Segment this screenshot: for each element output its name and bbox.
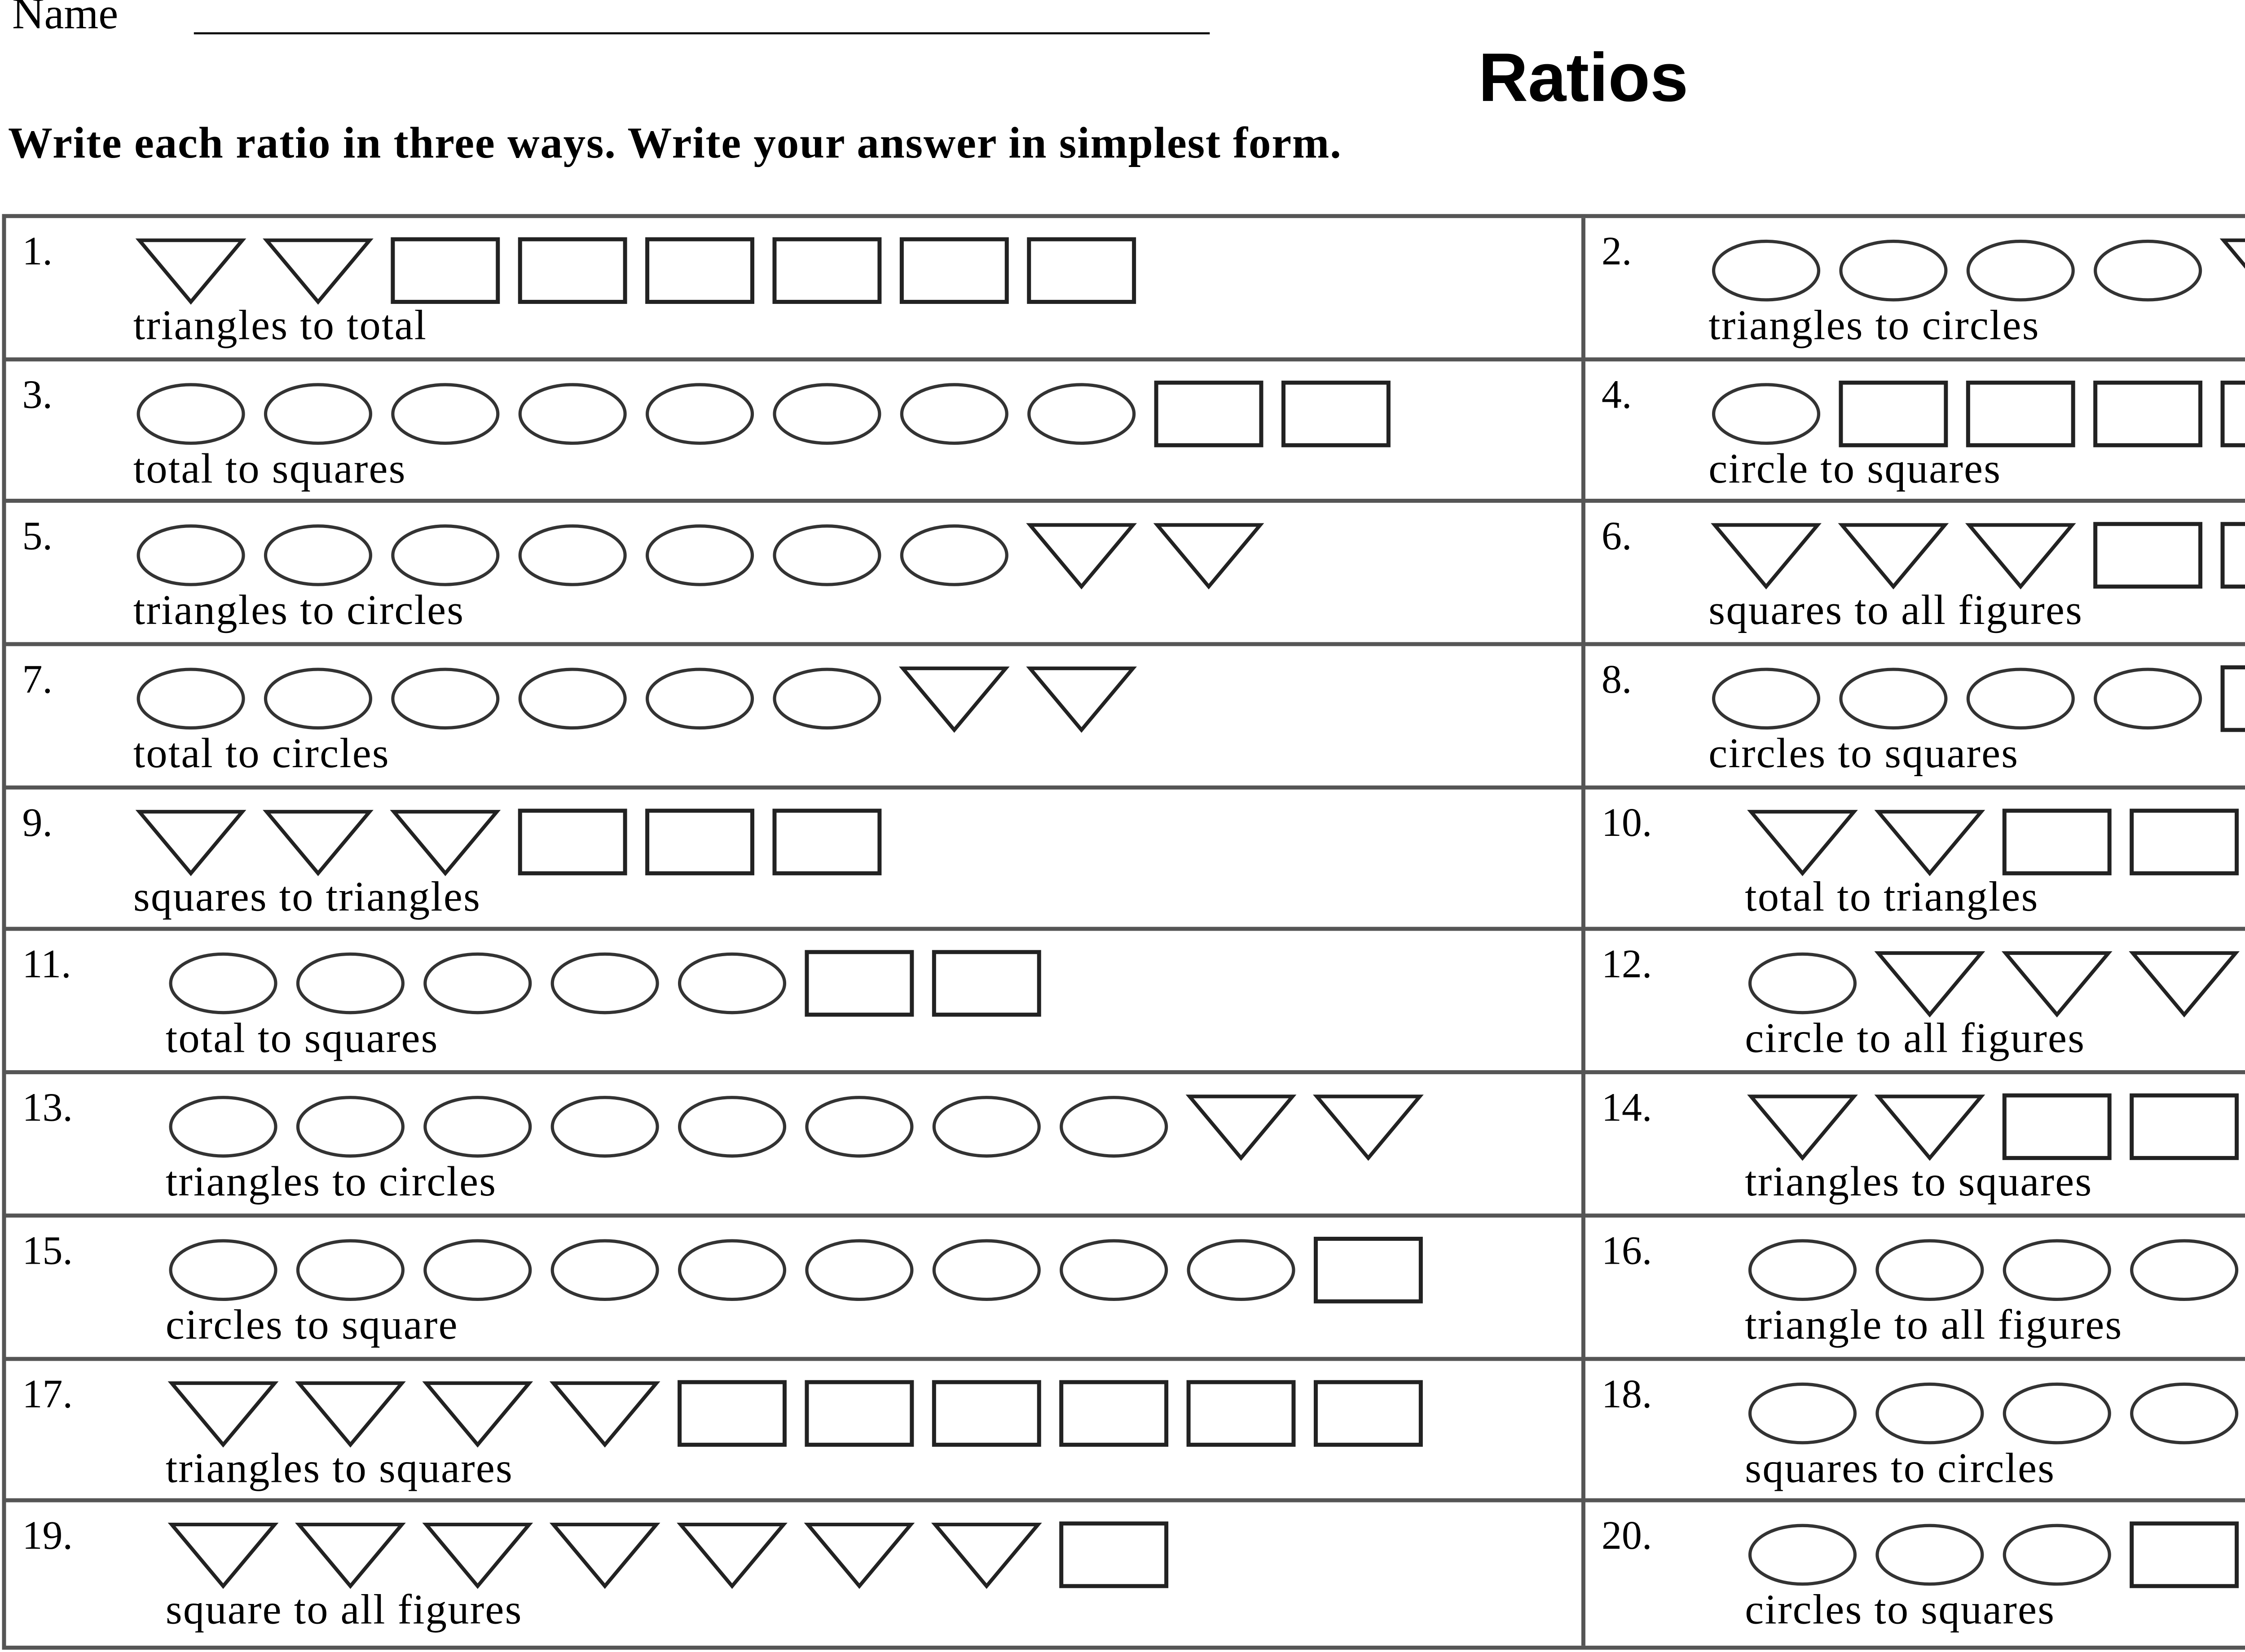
shape-row <box>1747 1378 2245 1447</box>
triangle-shape <box>422 1378 533 1447</box>
square-shape <box>2002 1093 2113 1161</box>
problem-cell <box>6 1360 1585 1503</box>
problem-number: 15. <box>22 1229 73 1274</box>
circle-shape <box>135 664 246 733</box>
circle-shape <box>263 522 374 590</box>
ratio-prompt: total to squares <box>165 1015 439 1063</box>
circle-shape <box>1747 1235 1858 1304</box>
circle-shape <box>295 1235 406 1304</box>
triangle-shape <box>804 1521 915 1590</box>
circle-shape <box>1185 1235 1296 1304</box>
shape-row <box>135 807 882 876</box>
circle-shape <box>771 522 882 590</box>
triangle-shape <box>677 1521 788 1590</box>
circle-shape <box>1058 1093 1169 1161</box>
ratio-prompt: triangles to circles <box>1708 301 2040 350</box>
problem-cell <box>6 218 1585 361</box>
circle-shape <box>644 664 755 733</box>
circle-shape <box>135 379 246 448</box>
name-line[interactable] <box>194 32 1210 34</box>
circle-shape <box>390 379 501 448</box>
shape-row <box>135 522 1264 590</box>
ratio-prompt: triangles to circles <box>133 586 465 635</box>
circle-shape <box>931 1093 1042 1161</box>
square-shape <box>931 1378 1042 1447</box>
circle-shape <box>2129 1378 2240 1447</box>
circle-shape <box>1874 1521 1985 1590</box>
circle-shape <box>931 1235 1042 1304</box>
circle-shape <box>2129 1235 2240 1304</box>
ratio-prompt: circles to squares <box>1745 1586 2056 1634</box>
circle-shape <box>135 522 246 590</box>
square-shape <box>1838 379 1949 448</box>
shape-row <box>1747 1235 2245 1304</box>
problem-cell <box>1585 361 2245 504</box>
circle-shape <box>677 950 788 1019</box>
triangle-shape <box>2002 950 2113 1019</box>
ratio-prompt: squares to triangles <box>133 872 481 921</box>
problem-cell <box>1585 504 2245 646</box>
shape-row <box>167 1378 1424 1447</box>
problem-number: 11. <box>22 944 71 989</box>
square-shape <box>804 1378 915 1447</box>
ratio-prompt: squares to circles <box>1745 1443 2056 1492</box>
circle-shape <box>263 379 374 448</box>
circle-shape <box>1965 664 2076 733</box>
square-shape <box>1058 1378 1169 1447</box>
circle-shape <box>1747 950 1858 1019</box>
problem-number: 1. <box>22 230 53 275</box>
problem-number: 6. <box>1601 515 1632 560</box>
ratio-prompt: triangles to total <box>133 301 427 350</box>
circle-shape <box>517 522 628 590</box>
circle-shape <box>422 1093 533 1161</box>
triangle-shape <box>1185 1093 1296 1161</box>
problem-cell <box>1585 646 2245 789</box>
ratio-prompt: circle to all figures <box>1745 1015 2086 1063</box>
circle-shape <box>1874 1378 1985 1447</box>
circle-shape <box>1747 1521 1858 1590</box>
square-shape <box>2129 1093 2240 1161</box>
triangle-shape <box>549 1378 660 1447</box>
triangle-shape <box>1874 1093 1985 1161</box>
circle-shape <box>1058 1235 1169 1304</box>
triangle-shape <box>899 664 1010 733</box>
ratio-prompt: triangles to circles <box>165 1157 497 1206</box>
shape-row <box>167 1093 1424 1161</box>
circle-shape <box>295 1093 406 1161</box>
square-shape <box>2219 379 2245 448</box>
problem-cell <box>6 789 1585 932</box>
square-shape <box>1281 379 1391 448</box>
square-shape <box>390 236 501 305</box>
ratio-prompt: circles to squares <box>1708 729 2019 778</box>
circle-shape <box>167 950 278 1019</box>
problem-number: 19. <box>22 1515 73 1560</box>
shape-row <box>167 1235 1424 1304</box>
square-shape <box>2219 522 2245 590</box>
problem-number: 4. <box>1601 373 1632 417</box>
problem-number: 14. <box>1601 1086 1652 1131</box>
problem-cell <box>6 932 1585 1075</box>
problem-cell <box>6 1217 1585 1360</box>
problem-number: 9. <box>22 801 53 846</box>
problem-number: 18. <box>1601 1372 1652 1417</box>
square-shape <box>804 950 915 1019</box>
circle-shape <box>390 522 501 590</box>
problem-number: 20. <box>1601 1515 1652 1560</box>
triangle-shape <box>422 1521 533 1590</box>
circle-shape <box>1874 1235 1985 1304</box>
square-shape <box>771 807 882 876</box>
circle-shape <box>2002 1521 2113 1590</box>
triangle-shape <box>167 1378 278 1447</box>
circle-shape <box>644 379 755 448</box>
problem-cell <box>1585 932 2245 1075</box>
problem-number: 12. <box>1601 944 1652 989</box>
triangle-shape <box>1153 522 1264 590</box>
name-label: Name <box>12 0 119 39</box>
problem-number: 7. <box>22 658 53 703</box>
problem-cell <box>1585 1075 2245 1217</box>
square-shape <box>1153 379 1264 448</box>
problem-number: 17. <box>22 1372 73 1417</box>
triangle-shape <box>1026 522 1137 590</box>
square-shape <box>1313 1235 1424 1304</box>
circle-shape <box>677 1093 788 1161</box>
circle-shape <box>804 1093 915 1161</box>
circle-shape <box>771 379 882 448</box>
circle-shape <box>2002 1378 2113 1447</box>
shape-row <box>1711 522 2245 590</box>
circle-shape <box>1747 1378 1858 1447</box>
problem-grid <box>2 214 2245 1650</box>
triangle-shape <box>135 236 246 305</box>
ratio-prompt: squares to all figures <box>1708 586 2083 635</box>
circle-shape <box>549 1093 660 1161</box>
square-shape <box>644 236 755 305</box>
triangle-shape <box>931 1521 1042 1590</box>
circle-shape <box>422 950 533 1019</box>
shape-row <box>1747 807 2245 876</box>
shape-row <box>1711 379 2245 448</box>
circle-shape <box>1711 236 1822 305</box>
square-shape <box>771 236 882 305</box>
circle-shape <box>1711 664 1822 733</box>
triangle-shape <box>295 1378 406 1447</box>
instructions: Write each ratio in three ways. Write your answer in simplest form. <box>8 117 1342 168</box>
problem-cell <box>1585 789 2245 932</box>
problem-number: 10. <box>1601 801 1652 846</box>
shape-row <box>1711 236 2245 305</box>
square-shape <box>1026 236 1137 305</box>
triangle-shape <box>167 1521 278 1590</box>
problem-cell <box>1585 1503 2245 1646</box>
circle-shape <box>899 379 1010 448</box>
circle-shape <box>263 664 374 733</box>
shape-row <box>1747 1521 2245 1590</box>
problem-number: 13. <box>22 1086 73 1131</box>
circle-shape <box>677 1235 788 1304</box>
triangle-shape <box>1965 522 2076 590</box>
circle-shape <box>1965 236 2076 305</box>
triangle-shape <box>1747 1093 1858 1161</box>
triangle-shape <box>1026 664 1137 733</box>
square-shape <box>644 807 755 876</box>
problem-number: 5. <box>22 515 53 560</box>
triangle-shape <box>263 236 374 305</box>
problem-cell <box>1585 218 2245 361</box>
square-shape <box>1058 1521 1169 1590</box>
circle-shape <box>295 950 406 1019</box>
problem-cell <box>1585 1360 2245 1503</box>
triangle-shape <box>1874 807 1985 876</box>
name-field[interactable] <box>12 0 118 40</box>
square-shape <box>517 807 628 876</box>
triangle-shape <box>1838 522 1949 590</box>
ratio-prompt: total to squares <box>133 444 406 492</box>
problem-cell <box>6 361 1585 504</box>
circle-shape <box>1711 379 1822 448</box>
problem-cell <box>6 504 1585 646</box>
triangle-shape <box>549 1521 660 1590</box>
square-shape <box>1965 379 2076 448</box>
circle-shape <box>2092 664 2203 733</box>
ratio-prompt: square to all figures <box>165 1586 523 1634</box>
square-shape <box>2219 664 2245 733</box>
problem-cell <box>1585 1217 2245 1360</box>
square-shape <box>517 236 628 305</box>
circle-shape <box>167 1093 278 1161</box>
ratio-prompt: total to triangles <box>1745 872 2039 921</box>
circle-shape <box>1026 379 1137 448</box>
circle-shape <box>1838 664 1949 733</box>
square-shape <box>899 236 1010 305</box>
square-shape <box>931 950 1042 1019</box>
square-shape <box>2092 522 2203 590</box>
problem-number: 8. <box>1601 658 1632 703</box>
square-shape <box>1185 1378 1296 1447</box>
triangle-shape <box>1711 522 1822 590</box>
ratio-prompt: circles to square <box>165 1300 458 1349</box>
square-shape <box>677 1378 788 1447</box>
ratio-prompt: triangles to squares <box>1745 1157 2093 1206</box>
circle-shape <box>804 1235 915 1304</box>
shape-row <box>167 1521 1169 1590</box>
triangle-shape <box>2129 950 2240 1019</box>
square-shape <box>2002 807 2113 876</box>
circle-shape <box>167 1235 278 1304</box>
problem-number: 3. <box>22 373 53 417</box>
problem-cell <box>6 1075 1585 1217</box>
circle-shape <box>390 664 501 733</box>
shape-row <box>135 236 1137 305</box>
circle-shape <box>2092 236 2203 305</box>
problem-cell <box>6 646 1585 789</box>
ratio-prompt: triangles to squares <box>165 1443 514 1492</box>
problem-cell <box>6 1503 1585 1646</box>
page-title: Ratios <box>1478 40 1689 117</box>
circle-shape <box>644 522 755 590</box>
triangle-shape <box>390 807 501 876</box>
ratio-prompt: circle to squares <box>1708 444 2002 492</box>
circle-shape <box>549 950 660 1019</box>
square-shape <box>2092 379 2203 448</box>
triangle-shape <box>1874 950 1985 1019</box>
square-shape <box>2129 1521 2240 1590</box>
shape-row <box>135 379 1391 448</box>
ratio-prompt: total to circles <box>133 729 390 778</box>
circle-shape <box>517 379 628 448</box>
triangle-shape <box>1313 1093 1424 1161</box>
circle-shape <box>771 664 882 733</box>
circle-shape <box>422 1235 533 1304</box>
problem-number: 16. <box>1601 1229 1652 1274</box>
triangle-shape <box>135 807 246 876</box>
ratio-prompt: triangle to all figures <box>1745 1300 2123 1349</box>
circle-shape <box>1838 236 1949 305</box>
square-shape <box>1313 1378 1424 1447</box>
triangle-shape <box>263 807 374 876</box>
square-shape <box>2129 807 2240 876</box>
triangle-shape <box>2219 236 2245 305</box>
shape-row <box>1711 664 2245 733</box>
shape-row <box>1747 950 2245 1019</box>
triangle-shape <box>295 1521 406 1590</box>
circle-shape <box>549 1235 660 1304</box>
circle-shape <box>2002 1235 2113 1304</box>
shape-row <box>1747 1093 2245 1161</box>
shape-row <box>135 664 1137 733</box>
shape-row <box>167 950 1042 1019</box>
problem-number: 2. <box>1601 230 1632 275</box>
circle-shape <box>517 664 628 733</box>
circle-shape <box>899 522 1010 590</box>
triangle-shape <box>1747 807 1858 876</box>
